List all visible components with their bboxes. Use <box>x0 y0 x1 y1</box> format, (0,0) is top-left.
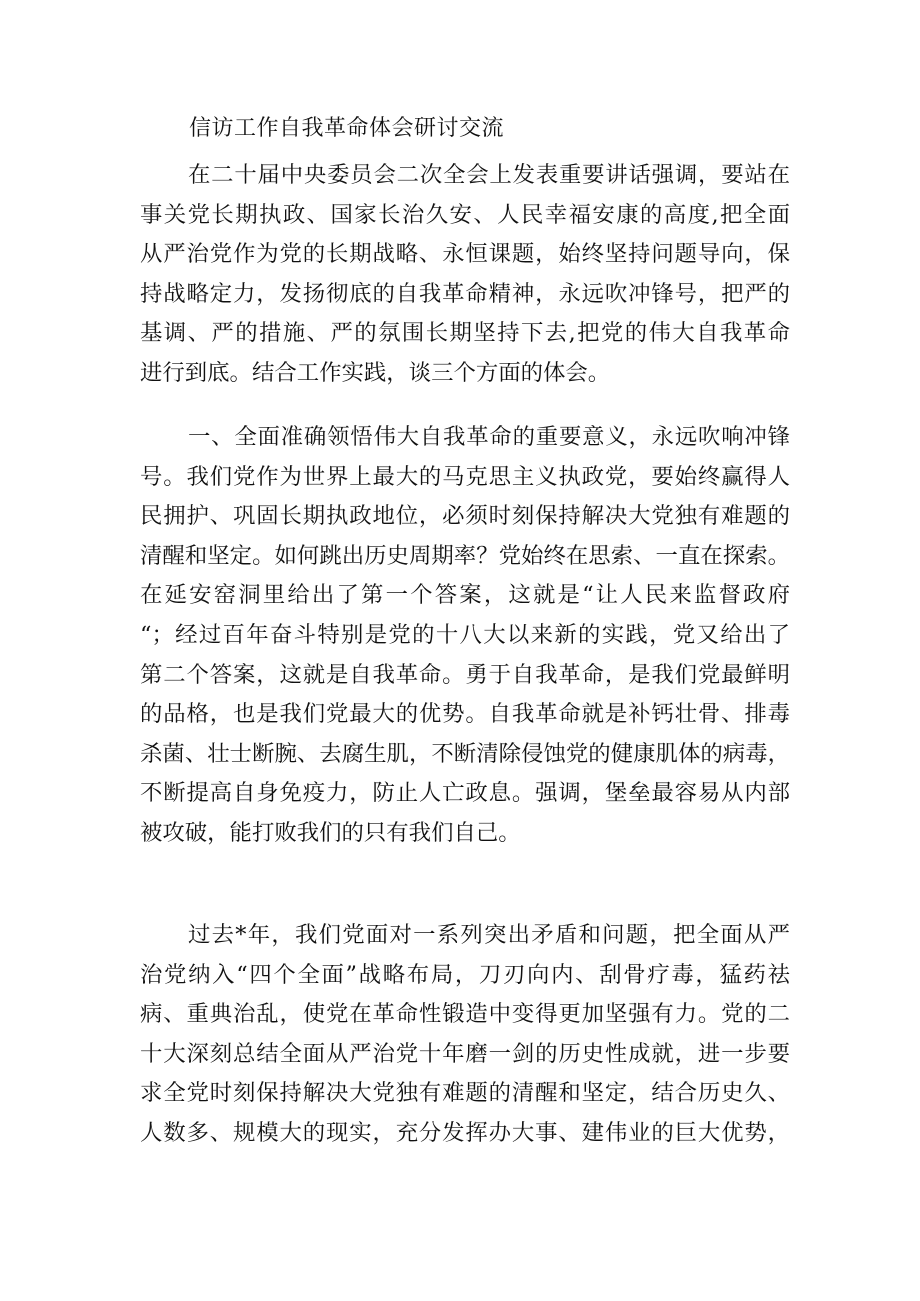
paragraph-line: 进行到底。结合工作实践，谈三个方面的体会。 <box>140 359 611 386</box>
paragraph-line: “；经过百年奋斗特别是党的十八大以来新的实践，党又给出了 <box>140 621 790 648</box>
paragraph-line: 在延安窑洞里给出了第一个答案，这就是“让人民来监督政府 <box>140 582 790 609</box>
paragraph-line: 从严治党作为党的长期战略、永恒课题，始终坚持问题导向，保 <box>140 241 790 268</box>
paragraph-line: 过去*年，我们党面对一系列突出矛盾和问题，把全面从严 <box>188 922 790 948</box>
paragraph-line: 治党纳入“四个全面”战略布局，刀刃向内、刮骨疗毒，猛药祛 <box>140 961 790 988</box>
paragraph-line: 第二个答案，这就是自我革命。勇于自我革命，是我们党最鲜明 <box>140 661 790 688</box>
paragraph-line: 不断提高自身免疫力，防止人亡政息。强调，堡垒最容易从内部 <box>140 780 790 807</box>
paragraph-line: 人数多、规模大的现实，充分发挥办大事、建伟业的巨大优势， <box>140 1119 790 1146</box>
paragraph-line: 被攻破，能打败我们的只有我们自己。 <box>140 819 521 846</box>
paragraph-line: 民拥护、巩固长期执政地位，必须时刻保持解决大党独有难题的 <box>140 503 790 530</box>
paragraph-line: 持战略定力，发扬彻底的自我革命精神，永远吹冲锋号，把严的 <box>140 280 790 307</box>
paragraph-line: 号。我们党作为世界上最大的马克思主义执政党，要始终赢得人 <box>140 463 790 490</box>
paragraph-line: 事关党长期执政、国家长治久安、人民幸福安康的高度,把全面 <box>140 201 790 228</box>
paragraph-line: 一、全面准确领悟伟大自我革命的重要意义，永远吹响冲锋 <box>188 424 790 450</box>
paragraph-line: 病、重典治乱，使党在革命性锻造中变得更加坚强有力。党的二 <box>140 1001 790 1028</box>
paragraph-line: 的品格，也是我们党最大的优势。自我革命就是补钙壮骨、排毒 <box>140 701 790 728</box>
document-title: 信访工作自我革命体会研讨交流 <box>189 116 505 141</box>
paragraph-line: 在二十届中央委员会二次全会上发表重要讲话强调，要站在 <box>188 162 790 188</box>
paragraph-line: 清醒和坚定。如何跳出历史周期率？党始终在思索、一直在探索。 <box>140 542 790 569</box>
paragraph-line: 十大深刻总结全面从严治党十年磨一剑的历史性成就，进一步要 <box>140 1040 790 1067</box>
paragraph-intro <box>140 156 790 394</box>
paragraph-line: 杀菌、壮士断腕、去腐生肌，不断清除侵蚀党的健康肌体的病毒， <box>140 740 790 767</box>
paragraph-section-one <box>140 418 790 854</box>
paragraph-line: 求全党时刻保持解决大党独有难题的清醒和坚定，结合历史久、 <box>140 1080 790 1107</box>
paragraph-line: 基调、严的措施、严的氛围长期坚持下去,把党的伟大自我革命 <box>140 320 790 347</box>
paragraph-past-years <box>140 916 790 1154</box>
